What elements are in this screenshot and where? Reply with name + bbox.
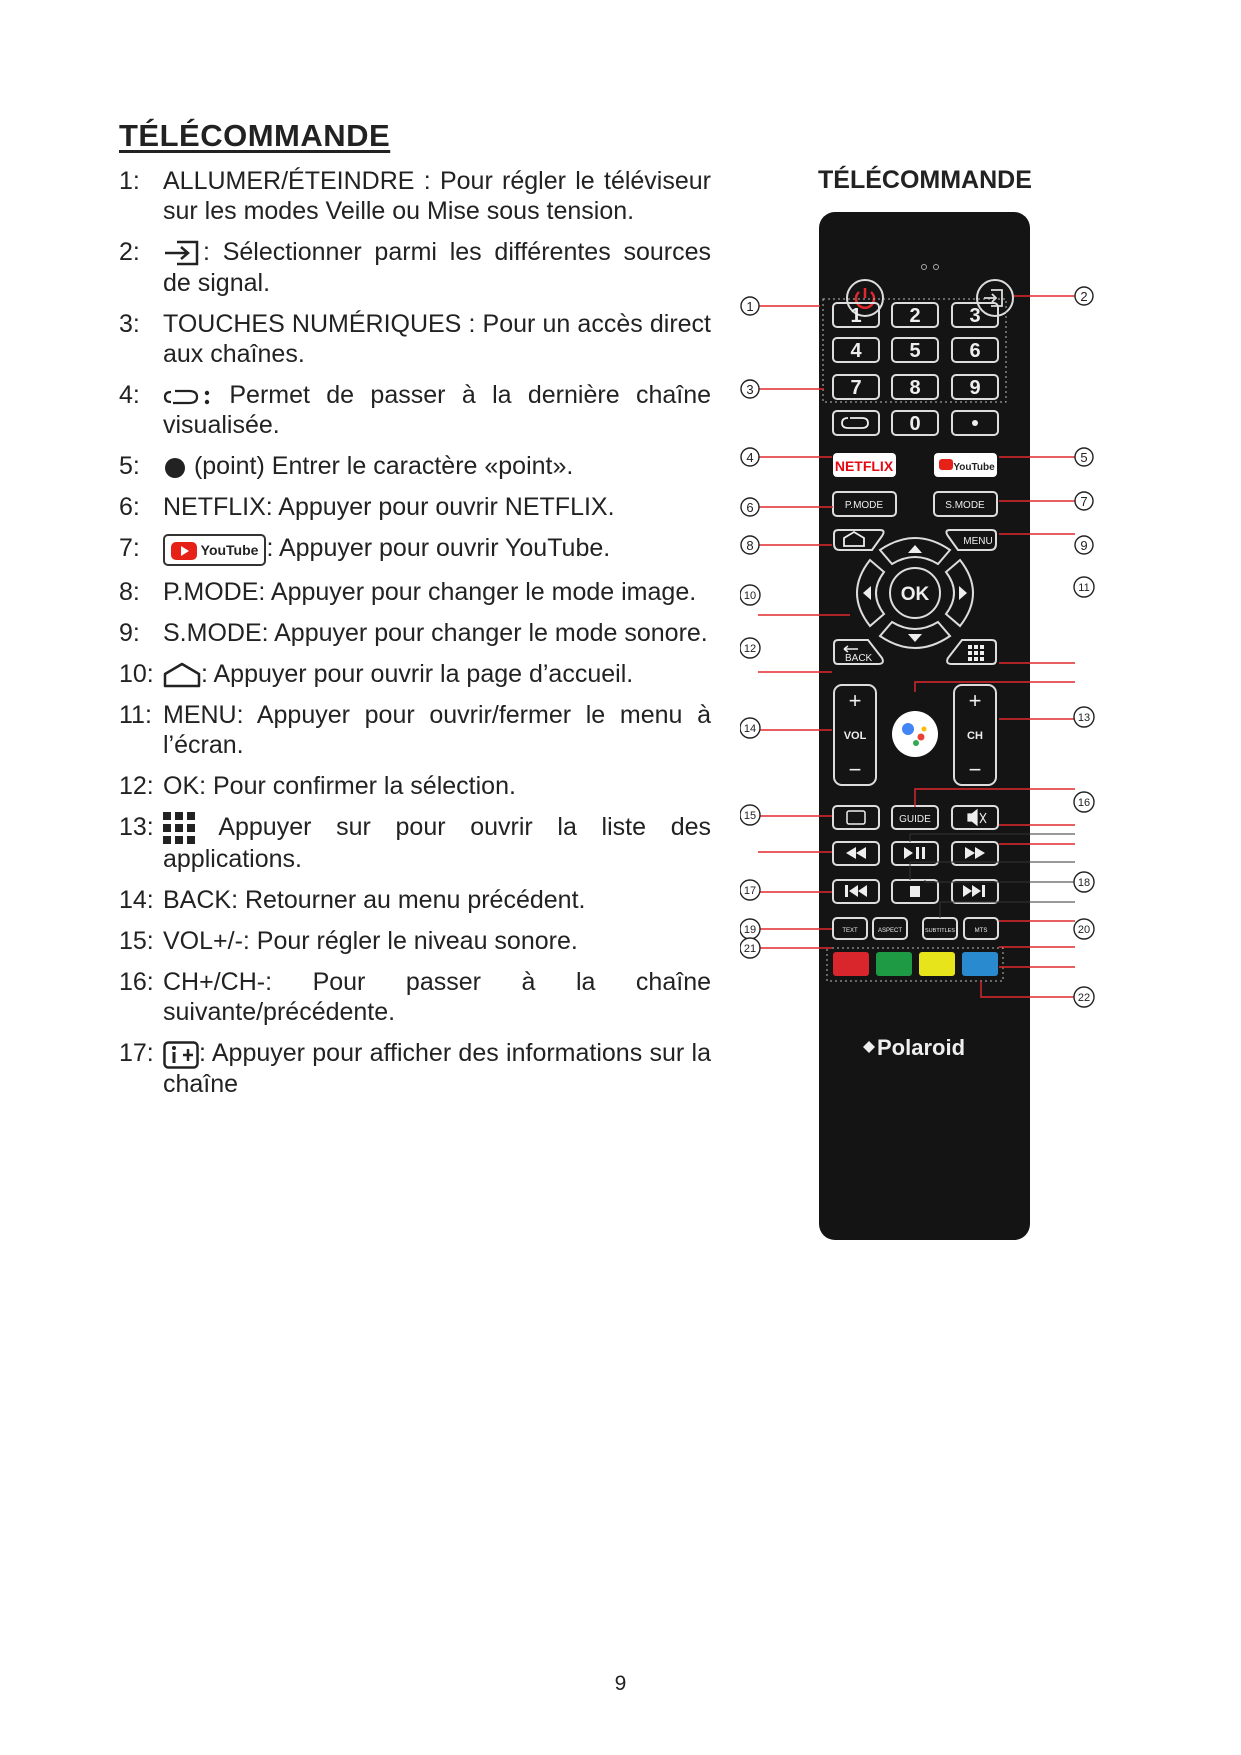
fast-forward-icon (965, 847, 985, 859)
next-icon (963, 885, 985, 897)
digit-label: 0 (909, 413, 921, 435)
list-item (119, 771, 711, 801)
vol-plus-label: + (848, 688, 862, 713)
item-text-wrap (163, 659, 711, 689)
item-text: Entrer le caractère «point». (271, 452, 574, 481)
item-number: 2: (119, 238, 140, 266)
apps-grid-icon (968, 645, 984, 661)
callout-leader-lines-dark (910, 834, 1075, 918)
digit-label: 5 (909, 340, 921, 362)
item-number: 14: (119, 886, 154, 915)
up-arrow-icon (908, 545, 922, 553)
input-source-icon (163, 238, 203, 268)
item-text: Appuyer sur pour ouvrir la liste des applications. (163, 812, 711, 874)
item-number: 12: (119, 771, 154, 800)
vol-minus-label: − (848, 757, 862, 782)
home-icon (844, 532, 864, 546)
guide-label: GUIDE (899, 814, 931, 825)
item-text: OK: Pour confirmer la sélection. (163, 771, 516, 800)
remote-title: TÉLÉCOMMANDE (818, 166, 1032, 194)
info-button[interactable] (833, 806, 879, 829)
digit-label: 1 (850, 305, 862, 327)
callout-number: 8 (746, 538, 754, 553)
item-number: 6: (119, 493, 140, 522)
info-icon (163, 1041, 199, 1069)
text-label: TEXT (842, 928, 858, 934)
green-button[interactable] (876, 952, 912, 976)
item-number: 11: (119, 700, 152, 729)
list-item (119, 926, 711, 956)
stop-icon (910, 886, 920, 897)
item-text: CH+/CH-: Pour passer à la chaîne suivante/précédente. (163, 968, 711, 1027)
item-text: : Appuyer pour ouvrir YouTube. (266, 534, 611, 563)
callout-number: 17 (743, 885, 757, 897)
callout-number: 7 (1080, 494, 1088, 509)
callout-number: 14 (743, 723, 757, 735)
item-number: 15: (119, 927, 154, 956)
item-number: 17: (119, 1039, 154, 1068)
callout-number: 18 (1077, 877, 1091, 889)
google-assistant-button[interactable] (892, 711, 938, 757)
play-pause-icon (904, 847, 925, 859)
callout-number: 11 (1078, 582, 1090, 594)
last-channel-button[interactable] (833, 411, 879, 435)
list-item (119, 812, 711, 874)
item-number: 1: (119, 167, 140, 195)
list-item (119, 380, 711, 440)
item-text-wrap (163, 1038, 711, 1098)
back-label: BACK (845, 653, 873, 664)
callout-number: 12 (743, 643, 757, 655)
item-text: : Appuyer pour ouvrir la page d’accueil. (201, 659, 634, 688)
home-icon (163, 662, 201, 688)
last-channel-icon (842, 418, 868, 428)
blue-button[interactable] (962, 952, 998, 976)
down-arrow-icon (908, 634, 922, 642)
digit-label: 4 (850, 340, 862, 362)
youtube-play-icon (171, 542, 197, 560)
ch-minus-label: − (968, 757, 982, 782)
callout-number: 21 (743, 943, 757, 955)
item-number: 4: (119, 381, 140, 410)
rewind-icon (846, 847, 866, 859)
digit-label: 3 (969, 305, 981, 327)
item-text-wrap (163, 451, 711, 481)
list-item (119, 618, 711, 648)
home-button[interactable] (834, 530, 884, 550)
red-button[interactable] (833, 952, 869, 976)
youtube-play-icon (939, 459, 953, 470)
callout-number: 13 (1077, 712, 1091, 724)
point-icon (163, 456, 187, 480)
list-item (119, 659, 711, 689)
mts-label: MTS (974, 928, 988, 934)
item-text: TOUCHES NUMÉRIQUES : Pour un accès direct aux chaînes. (163, 310, 711, 369)
item-number: 3: (119, 310, 140, 339)
pmode-label: P.MODE (844, 500, 884, 511)
callout-number: 4 (746, 450, 754, 465)
callout-number: 10 (743, 590, 757, 602)
back-arrow-icon (844, 646, 858, 652)
left-arrow-icon (863, 586, 871, 600)
item-text-wrap (163, 380, 711, 440)
aspect-label: ASPECT (877, 928, 903, 934)
page-title: TÉLÉCOMMANDE (119, 118, 391, 153)
callout-number: 22 (1077, 992, 1091, 1004)
menu-label: MENU (963, 536, 993, 547)
item-number: 10: (119, 659, 154, 688)
digit-label: 6 (969, 340, 981, 362)
subtitles-label: SUBTITLES (925, 928, 955, 934)
item-text: MENU: Appuyer pour ouvrir/fermer le menu à l’écran. (163, 700, 711, 759)
youtube-badge-label: YouTube (200, 541, 259, 558)
ch-plus-label: + (968, 688, 982, 713)
digit-label: 7 (850, 377, 862, 399)
digit-label: 2 (909, 305, 921, 327)
list-item (119, 967, 711, 1027)
item-number: 13: (119, 812, 154, 841)
digit-label: 9 (969, 377, 981, 399)
item-text-wrap (163, 812, 711, 874)
vol-label: VOL (843, 730, 867, 742)
previous-icon (845, 885, 867, 897)
item-number: 9: (119, 618, 140, 647)
list-item (119, 885, 711, 915)
ok-label: OK (900, 584, 930, 605)
callout-number: 16 (1077, 797, 1091, 809)
indicator-dot (922, 265, 927, 270)
youtube-badge (163, 534, 266, 566)
page-number: 9 (614, 1672, 627, 1695)
item-text: NETFLIX: Appuyer pour ouvrir NETFLIX. (163, 493, 615, 522)
callout-number: 19 (743, 924, 757, 936)
list-item (119, 166, 711, 226)
polaroid-logo-icon (863, 1041, 875, 1053)
brand-label: Polaroid (877, 1035, 966, 1060)
list-item (119, 451, 711, 481)
item-text: ALLUMER/ÉTEINDRE : Pour régler le téléviseur sur les modes Veille ou Mise sous tension. (163, 167, 711, 225)
right-arrow-icon (959, 586, 967, 600)
list-item (119, 700, 711, 760)
item-text: BACK: Retourner au menu précédent. (163, 886, 586, 915)
yellow-button[interactable] (919, 952, 955, 976)
youtube-label: YouTube (953, 462, 995, 473)
callout-number: 15 (743, 810, 757, 822)
smode-label: S.MODE (945, 500, 985, 511)
callout-number: 6 (746, 500, 754, 515)
callout-number: 5 (1080, 450, 1088, 465)
item-text: P.MODE: Appuyer pour changer le mode image. (163, 577, 697, 606)
info-icon (847, 811, 865, 824)
list-item (119, 237, 711, 298)
item-number: 5: (119, 452, 140, 481)
callout-number: 20 (1077, 924, 1091, 936)
item-text-wrap (163, 533, 711, 565)
dot-icon (972, 420, 978, 426)
mute-icon (968, 810, 986, 825)
button-description-list (119, 166, 711, 1110)
item-number: 7: (119, 534, 140, 563)
item-text: : Appuyer pour afficher des informations sur la chaîne (163, 1039, 711, 1098)
list-item (119, 533, 711, 565)
indicator-dot (934, 265, 939, 270)
item-text: : Sélectionner parmi les différentes sources de signal. (163, 238, 711, 298)
point-label: (point) (193, 452, 265, 481)
item-number: 8: (119, 577, 140, 606)
callout-number: 2 (1080, 289, 1088, 304)
list-item (119, 309, 711, 369)
callout-number: 9 (1080, 538, 1088, 553)
list-item (119, 577, 711, 607)
item-text-wrap (163, 237, 711, 298)
digit-label: 8 (909, 377, 921, 399)
netflix-label: NETFLIX (834, 458, 894, 474)
item-text: VOL+/-: Pour régler le niveau sonore. (163, 927, 578, 956)
last-channel-icon (163, 386, 213, 408)
item-text: S.MODE: Appuyer pour changer le mode sonore. (163, 618, 708, 647)
item-number: 16: (119, 968, 154, 997)
list-item (119, 1038, 711, 1098)
callout-number: 1 (746, 299, 754, 314)
remote-diagram (740, 212, 1120, 1242)
callout-number: 3 (746, 382, 754, 397)
ch-label: CH (967, 730, 983, 742)
list-item (119, 492, 711, 522)
item-text: Permet de passer à la dernière chaîne visualisée. (163, 381, 712, 440)
apps-grid-icon (163, 812, 195, 844)
